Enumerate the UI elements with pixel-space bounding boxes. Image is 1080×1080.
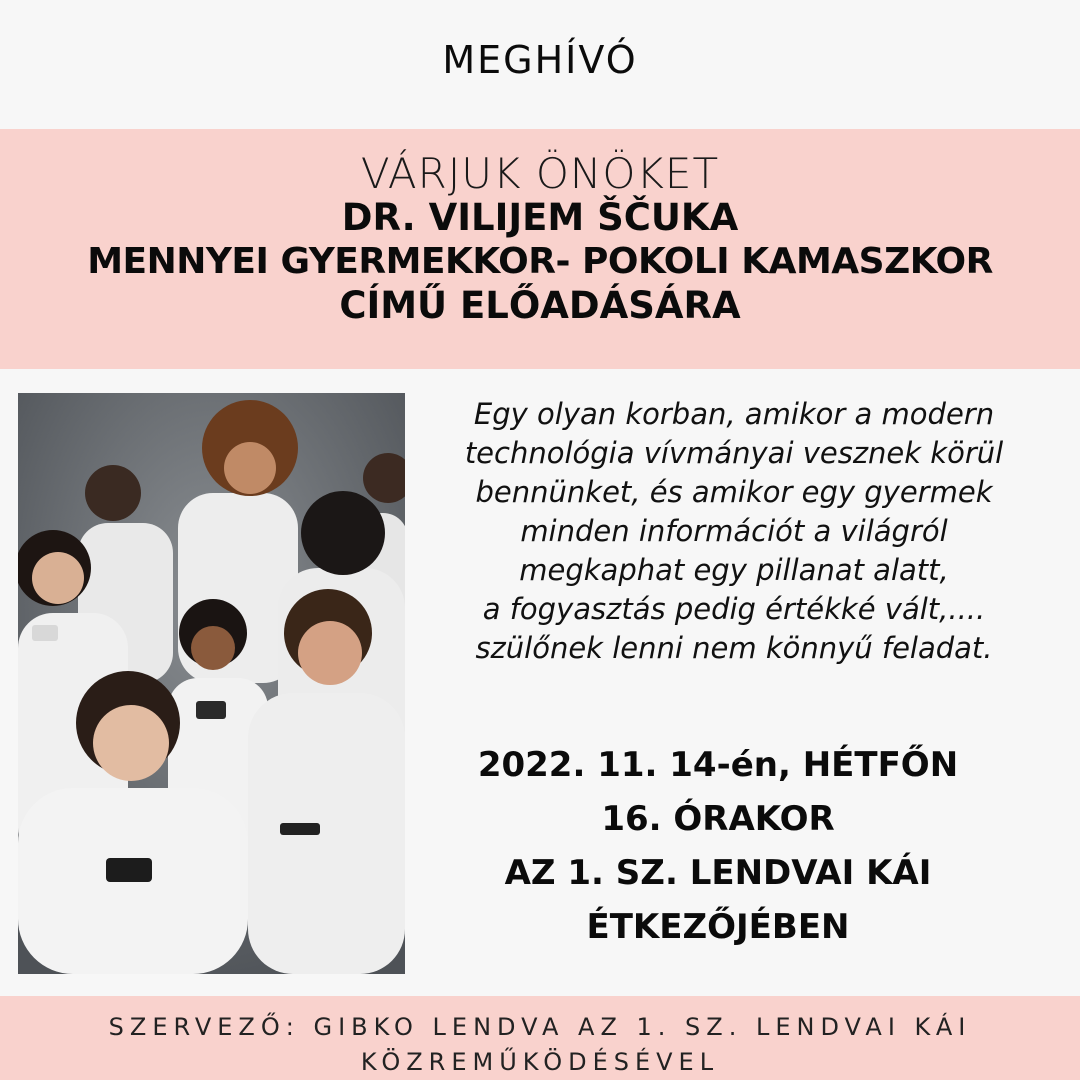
intro-line: szülőnek lenni nem könnyű feladat. xyxy=(475,631,993,665)
lecture-title: MENNYEI GYERMEKKOR- POKOLI KAMASZKOR xyxy=(87,241,993,282)
event-time: 16. ÓRAKOR xyxy=(601,799,835,839)
organizer-line: SZERVEZŐ: GIBKO LENDVA AZ 1. SZ. LENDVAI KÁI xyxy=(108,1013,972,1041)
event-date: 2022. 11. 14-én, HÉTFŐN xyxy=(477,745,959,785)
header-title-block xyxy=(0,196,1080,328)
organizer-note xyxy=(0,1010,1080,1080)
invitation-label: MEGHÍVÓ xyxy=(442,38,638,82)
event-place: ÉTKEZŐJÉBEN xyxy=(586,907,850,947)
speaker-name: DR. VILIJEM ŠČUKA xyxy=(341,196,739,239)
intro-line: bennünket, és amikor egy gyermek xyxy=(475,475,993,509)
people-with-phones-photo xyxy=(18,393,405,974)
intro-line: megkaphat egy pillanat alatt, xyxy=(519,553,949,587)
intro-paragraph xyxy=(418,395,1050,668)
intro-line: Egy olyan korban, amikor a modern xyxy=(473,397,995,431)
intro-line: minden információt a világról xyxy=(520,514,948,548)
organizer-line: KÖZREMŰKÖDÉSÉVEL xyxy=(360,1048,720,1076)
event-place: AZ 1. SZ. LENDVAI KÁI xyxy=(504,853,932,893)
event-details xyxy=(418,738,1018,954)
intro-line: technológia vívmányai vesznek körül xyxy=(464,436,1004,470)
lecture-subtitle: CÍMŰ ELŐADÁSÁRA xyxy=(339,284,741,327)
intro-line: a fogyasztás pedig értékké vált,.... xyxy=(482,592,986,626)
header-welcome: VÁRJUK ÖNÖKET xyxy=(360,149,720,198)
